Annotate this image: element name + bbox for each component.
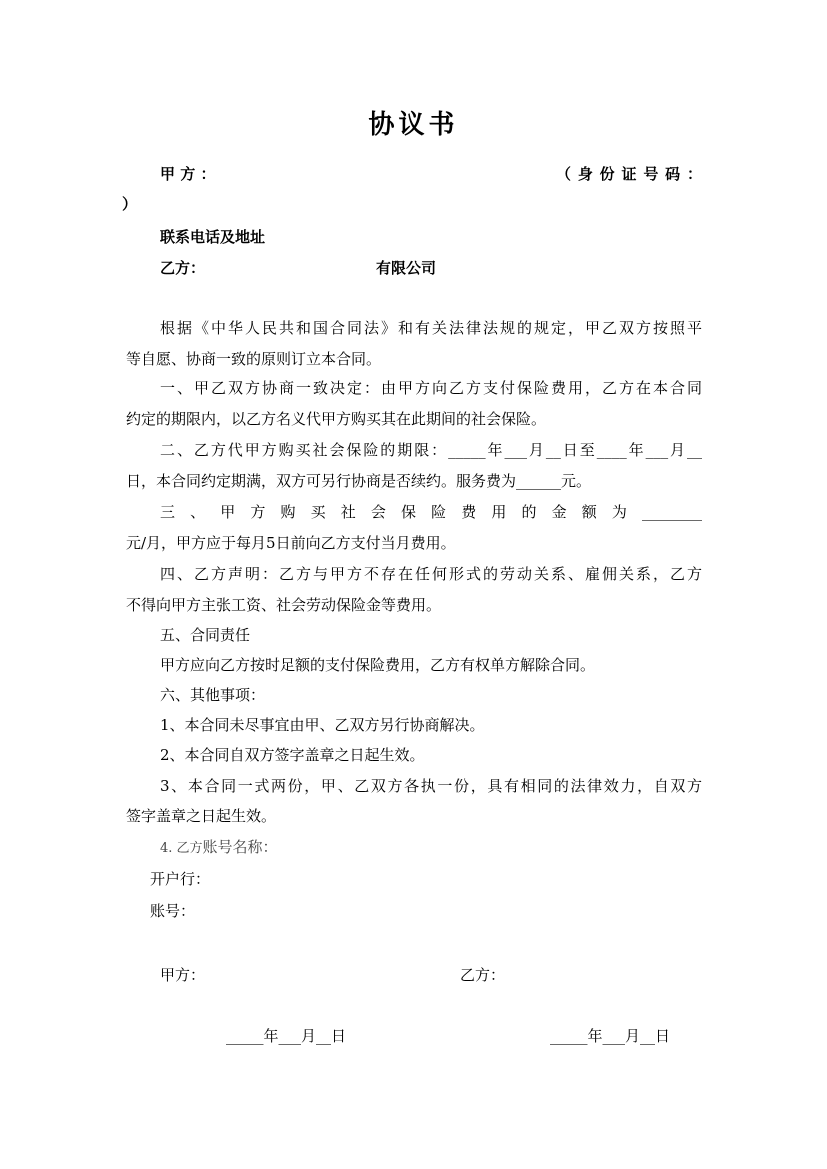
clause-3-line-1: 三 、 甲 方 购 买 社 会 保 险 费 用 的 金 额 为 ________ [160, 503, 702, 521]
clause-4-line-2: 不得向甲方主张工资、社会劳动保险金等费用。 [126, 596, 442, 614]
party-b-company: 有限公司 [376, 259, 437, 277]
intro-line-2: 等自愿、协商一致的原则订立本合同。 [126, 350, 382, 368]
signature-party-b-label: 乙方： [460, 966, 506, 984]
intro-line-1: 根据《中华人民共和国合同法》和有关法律法规的规定，甲乙双方按照平 [160, 319, 702, 337]
id-number-close: ） [122, 195, 138, 213]
clause-6-item-2: 2、本合同自双方签字盖章之日起生效。 [160, 746, 425, 764]
clause-3-line-2: 元/月，甲方应于每月5日前向乙方支付当月费用。 [126, 534, 456, 552]
contact-label: 联系电话及地址 [160, 228, 266, 246]
document-title: 协议书 [368, 110, 459, 140]
signature-party-a-label: 甲方： [160, 966, 206, 984]
clause-1-line-1: 一、甲乙双方协商一致决定：由甲方向乙方支付保险费用，乙方在本合同 [160, 379, 702, 397]
signature-date-a: _____年___月__日 [226, 1027, 347, 1045]
signature-date-b: _____年___月__日 [550, 1027, 671, 1045]
clause-5-text: 甲方应向乙方按时足额的支付保险费用，乙方有权单方解除合同。 [160, 656, 596, 674]
clause-6-title: 六、其他事项： [160, 686, 266, 704]
id-number-label: （ 身 份 证 号 码 ： [556, 165, 702, 183]
clause-4-line-1: 四、乙方声明：乙方与甲方不存在任何形式的劳动关系、雇佣关系，乙方 [160, 565, 702, 583]
item-4-text: 账号名称： [202, 838, 278, 856]
clause-6-item-1: 1、本合同未尽事宜由甲、乙双方另行协商解决。 [160, 716, 485, 734]
item-4-row [160, 836, 278, 857]
party-a-label: 甲 方 ： [160, 165, 216, 183]
clause-2-line-2: 日，本合同约定期满，双方可另行协商是否续约。服务费为______元。 [126, 472, 592, 490]
bank-label: 开户行： [150, 870, 211, 888]
clause-2-line-1: 二、乙方代甲方购买社会保险的期限：_____年___月__日至____年___月__ [160, 441, 702, 459]
clause-5-title: 五、合同责任 [160, 626, 251, 644]
clause-6-item-3-line-2: 签字盖章之日起生效。 [126, 807, 277, 825]
clause-1-line-2: 约定的期限内，以乙方名义代甲方购买其在此期间的社会保险。 [126, 410, 547, 428]
party-b-label: 乙方： [160, 259, 206, 277]
account-label: 账号： [150, 902, 196, 920]
item-4-number: 4. 乙方 [160, 841, 203, 856]
clause-6-item-3-line-1: 3、本合同一式两份，甲、乙双方各执一份，具有相同的法律效力，自双方 [160, 777, 702, 795]
